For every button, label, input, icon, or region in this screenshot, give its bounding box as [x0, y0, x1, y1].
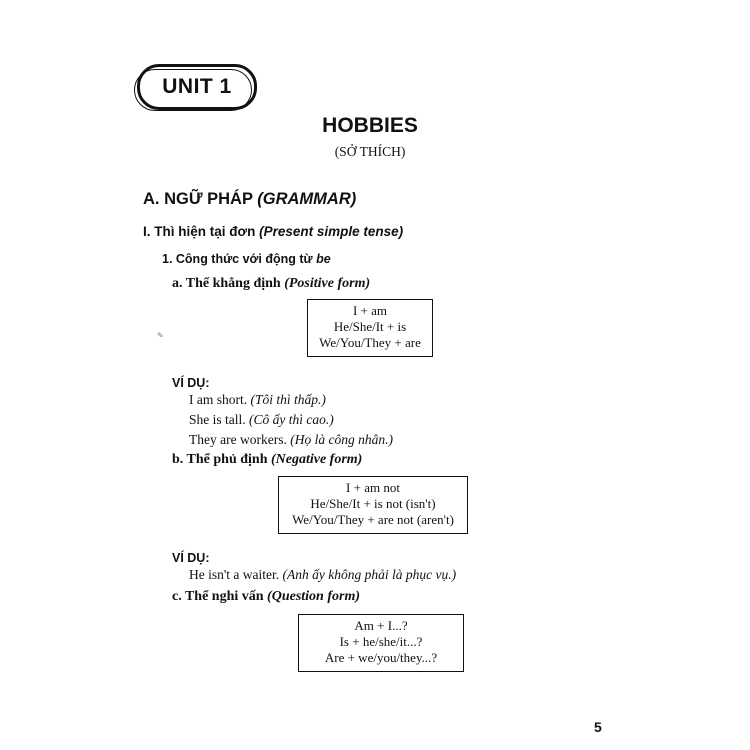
question-heading — [172, 589, 360, 605]
section-i-italic: (Present simple tense) — [259, 224, 404, 239]
formula-line: He/She/It + is not (isn't) — [310, 496, 436, 511]
negative-heading-text: b. Thể phủ định — [172, 452, 271, 467]
positive-heading — [172, 276, 370, 292]
section-a-text: A. NGỮ PHÁP — [143, 190, 258, 208]
negative-formula-box — [278, 476, 468, 534]
formula-line: Are + we/you/they...? — [324, 650, 438, 665]
example-line — [189, 390, 393, 410]
formula-line: We/You/They + are — [319, 335, 421, 350]
example-en: I am short. — [189, 392, 251, 407]
formula-line: He/She/It + is — [333, 319, 407, 334]
question-formula-box — [298, 614, 464, 672]
positive-heading-italic: (Positive form) — [284, 276, 371, 291]
section-i-text: I. Thì hiện tại đơn — [143, 224, 260, 239]
section-1-heading — [162, 252, 331, 266]
unit-label: UNIT 1 — [162, 75, 232, 98]
unit-badge — [137, 64, 257, 110]
example-vi: (Anh ấy không phải là phục vụ.) — [282, 567, 457, 582]
section-a-heading — [143, 190, 356, 209]
question-heading-text: c. Thể nghi vấn — [172, 589, 268, 604]
example-vi: (Cô ấy thì cao.) — [249, 412, 334, 427]
formula-line: We/You/They + are not (aren't) — [292, 512, 454, 527]
example-en: They are workers. — [189, 432, 291, 447]
section-1-text: 1. Công thức với động từ — [162, 252, 317, 266]
page-subtitle: (SỞ THÍCH) — [334, 144, 406, 159]
example-line — [189, 410, 393, 430]
negative-examples — [189, 565, 456, 585]
positive-heading-text: a. Thể khẳng định — [172, 276, 285, 291]
positive-examples — [189, 390, 393, 450]
formula-line: Am + I...? — [354, 618, 408, 633]
section-1-italic: be — [316, 252, 331, 266]
question-heading-italic: (Question form) — [267, 589, 360, 604]
page-number: 5 — [594, 719, 602, 735]
section-i-heading — [143, 224, 403, 239]
example-line — [189, 430, 393, 450]
positive-example-label: VÍ DỤ: — [172, 376, 210, 390]
formula-line: I + am not — [346, 480, 400, 495]
positive-formula-box — [307, 299, 433, 357]
example-en: She is tall. — [189, 412, 249, 427]
example-line — [189, 565, 456, 585]
page-title: HOBBIES — [322, 114, 418, 137]
formula-line: Is + he/she/it...? — [339, 634, 423, 649]
negative-heading — [172, 452, 362, 468]
example-vi: (Họ là công nhân.) — [290, 432, 393, 447]
page-speck: ✎ — [157, 331, 164, 340]
example-vi: (Tôi thì thấp.) — [250, 392, 326, 407]
negative-heading-italic: (Negative form) — [270, 452, 363, 467]
section-a-italic: (GRAMMAR) — [257, 190, 357, 208]
formula-line: I + am — [352, 303, 388, 318]
negative-example-label: VÍ DỤ: — [172, 551, 210, 565]
example-en: He isn't a waiter. — [189, 567, 283, 582]
